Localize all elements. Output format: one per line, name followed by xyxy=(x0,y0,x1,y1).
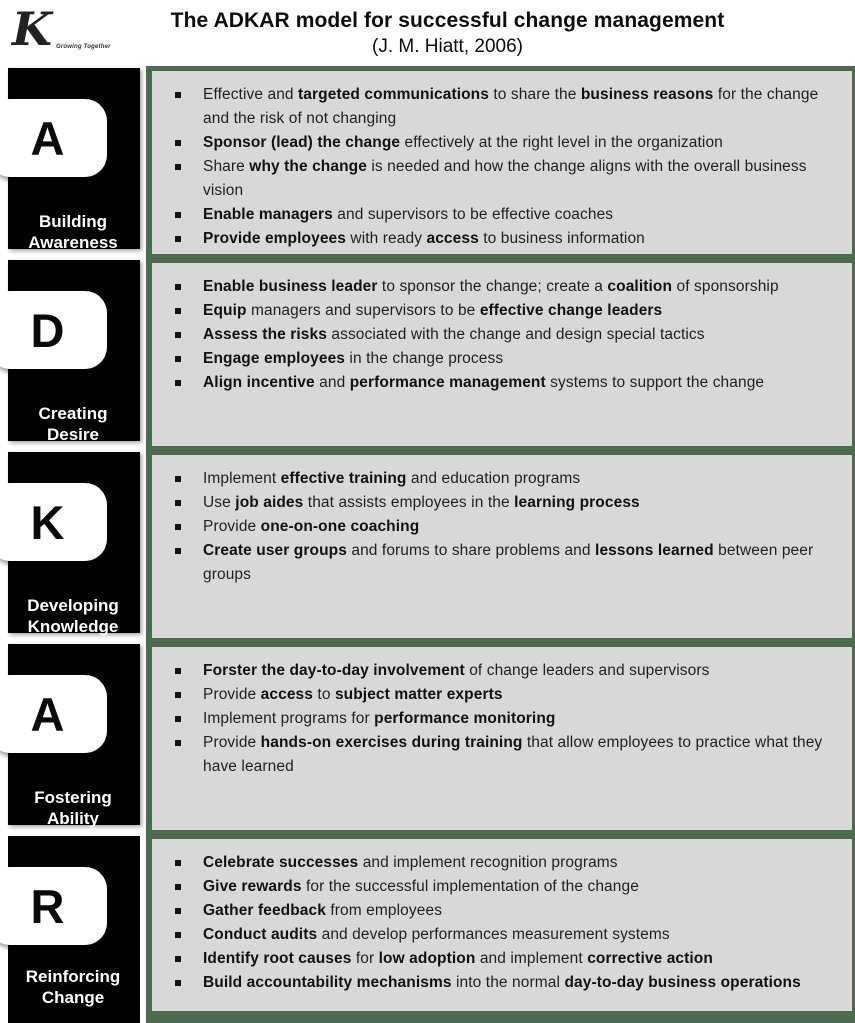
bullet-square-icon xyxy=(175,692,181,698)
adkar-row xyxy=(0,258,855,450)
bullet-item xyxy=(172,539,838,587)
bullet-square-icon xyxy=(175,500,181,506)
bullet-text: and supervisors to be effective coaches xyxy=(332,206,614,223)
bullet-item xyxy=(172,275,838,299)
bullet-text-bold: coalition xyxy=(607,278,673,295)
bullet-text-bold: subject matter experts xyxy=(334,686,503,703)
phase-label-line: Desire xyxy=(47,425,99,444)
header-titles xyxy=(100,0,855,58)
phase-content-box xyxy=(152,839,852,1011)
bullet-text: and implement xyxy=(475,950,588,967)
bullet-item xyxy=(172,515,838,539)
bullet-text-bold: Conduct audits xyxy=(203,926,318,943)
bullet-square-icon xyxy=(175,548,181,554)
bullet-text-bold: hands-on exercises during training xyxy=(260,734,523,751)
bullet-text-bold: Align incentive xyxy=(203,374,315,391)
bullet-text: and implement recognition programs xyxy=(358,854,618,871)
bullet-text-bold: effective training xyxy=(280,470,407,487)
phase-label-line: Developing xyxy=(27,596,119,615)
bullet-square-icon xyxy=(175,308,181,314)
phase-content-frame xyxy=(146,642,855,834)
bullet-text-bold: low adoption xyxy=(378,950,476,967)
bullet-text: to business information xyxy=(478,230,645,247)
phase-content-box xyxy=(152,647,852,830)
phase-block-column xyxy=(0,66,146,258)
bullet-text-bold: lessons learned xyxy=(595,542,714,559)
bullet-text: of sponsorship xyxy=(672,278,779,295)
phase-letter: R xyxy=(30,879,65,933)
bullet-text: to sponsor the change; create a xyxy=(377,278,608,295)
bullet-text: that allow employees to practice what they have learned xyxy=(203,734,823,775)
bullet-text-bold: Enable business leader xyxy=(203,278,378,295)
bullet-list xyxy=(172,467,838,587)
bullet-text: for xyxy=(351,950,379,967)
bullet-square-icon xyxy=(175,908,181,914)
phase-label-line: Ability xyxy=(47,809,99,828)
bullet-text: systems to support the change xyxy=(545,374,765,391)
bullet-text-bold: day-to-day business operations xyxy=(564,974,801,991)
bullet-item xyxy=(172,971,838,995)
bullet-item xyxy=(172,155,838,203)
bullet-text: for the successful implementation of the change xyxy=(301,878,639,895)
bullet-item xyxy=(172,347,838,371)
bullet-square-icon xyxy=(175,884,181,890)
bullet-text: effectively at the right level in the organization xyxy=(400,134,723,151)
bullet-item xyxy=(172,323,838,347)
bullet-text-bold: why the change xyxy=(249,158,367,175)
bullet-square-icon xyxy=(175,140,181,146)
bullet-item xyxy=(172,899,838,923)
phase-label-line: Building xyxy=(39,212,107,231)
bullet-item xyxy=(172,659,838,683)
bullet-text-bold: Provide employees xyxy=(203,230,346,247)
bullet-item xyxy=(172,923,838,947)
phase-content-frame xyxy=(146,66,855,258)
adkar-row xyxy=(0,642,855,834)
bullet-text: for the change and the risk of not changing xyxy=(203,86,819,127)
bullet-text-bold: Engage employees xyxy=(203,350,346,367)
bullet-item xyxy=(172,131,838,155)
bullet-square-icon xyxy=(175,92,181,98)
bullet-text: from employees xyxy=(325,902,443,919)
bullet-item xyxy=(172,371,838,395)
bullet-text: Share xyxy=(203,158,250,175)
bullet-square-icon xyxy=(175,716,181,722)
bullet-square-icon xyxy=(175,284,181,290)
bullet-text: Provide xyxy=(203,686,261,703)
bullet-square-icon xyxy=(175,980,181,986)
bullet-text: associated with the change and design special tactics xyxy=(326,326,705,343)
logo-tagline: Growing Together xyxy=(56,44,111,50)
bullet-text: Effective and xyxy=(203,86,299,103)
bullet-text-bold: performance management xyxy=(349,374,546,391)
phase-content-frame xyxy=(146,834,855,1023)
bullet-text: is needed and how the change aligns with the overall business vision xyxy=(203,158,807,199)
phase-label xyxy=(0,787,146,829)
phase-letter-card xyxy=(0,867,107,945)
bullet-item xyxy=(172,851,838,875)
bullet-text-bold: business reasons xyxy=(580,86,714,103)
bullet-square-icon xyxy=(175,524,181,530)
bullet-item xyxy=(172,707,838,731)
bullet-text-bold: access xyxy=(426,230,479,247)
bullet-square-icon xyxy=(175,380,181,386)
phase-letter-card xyxy=(0,675,107,753)
bullet-text: Use xyxy=(203,494,236,511)
bullet-item xyxy=(172,467,838,491)
phase-content-box xyxy=(152,263,852,446)
bullet-text-bold: corrective action xyxy=(587,950,713,967)
adkar-row xyxy=(0,66,855,258)
bullet-text: and develop performances measurement systems xyxy=(317,926,670,943)
bullet-text: Implement xyxy=(203,470,281,487)
bullet-text: with ready xyxy=(346,230,427,247)
bullet-square-icon xyxy=(175,740,181,746)
bullet-item xyxy=(172,947,838,971)
bullet-text-bold: Gather feedback xyxy=(203,902,326,919)
bullet-text-bold: performance monitoring xyxy=(374,710,556,727)
phase-label-line: Change xyxy=(41,988,105,1007)
phase-label-line: Knowledge xyxy=(27,617,119,636)
bullet-text-bold: Enable managers xyxy=(203,206,333,223)
phase-label-line: Fostering xyxy=(34,788,112,807)
bullet-square-icon xyxy=(175,476,181,482)
bullet-item xyxy=(172,875,838,899)
bullet-text: and education programs xyxy=(406,470,581,487)
phase-block-column xyxy=(0,834,146,1023)
phase-block-column xyxy=(0,642,146,834)
bullet-text-bold: Equip xyxy=(203,302,247,319)
phase-label-line: Reinforcing xyxy=(25,967,121,986)
bullet-text: Provide xyxy=(203,518,261,535)
phase-letter-card xyxy=(0,99,107,177)
phase-content-box xyxy=(152,455,852,638)
bullet-item xyxy=(172,683,838,707)
bullet-text-bold: Create user groups xyxy=(203,542,347,559)
bullet-item xyxy=(172,299,838,323)
bullet-text: of change leaders and supervisors xyxy=(464,662,710,679)
bullet-text-bold: targeted communications xyxy=(298,86,489,103)
bullet-text: Implement programs for xyxy=(203,710,375,727)
phase-letter-card xyxy=(0,483,107,561)
bullet-square-icon xyxy=(175,212,181,218)
logo-k-icon: K xyxy=(12,2,52,56)
phase-letter: A xyxy=(30,111,65,165)
phase-letter-card xyxy=(0,291,107,369)
bullet-text-bold: access xyxy=(260,686,313,703)
bullet-text: into the normal xyxy=(451,974,565,991)
bullet-list xyxy=(172,275,838,395)
bullet-text-bold: job aides xyxy=(235,494,304,511)
bullet-text-bold: effective change leaders xyxy=(479,302,663,319)
bullet-text-bold: one-on-one coaching xyxy=(260,518,420,535)
bullet-text-bold: Sponsor (lead) the change xyxy=(203,134,401,151)
company-logo xyxy=(0,0,111,56)
bullet-text-bold: Celebrate successes xyxy=(203,854,359,871)
bullet-text: in the change process xyxy=(345,350,504,367)
bullet-item xyxy=(172,731,838,779)
page-title: The ADKAR model for successful change management xyxy=(170,9,725,32)
phase-content-frame xyxy=(146,450,855,642)
bullet-item xyxy=(172,227,838,251)
phase-label xyxy=(0,403,146,445)
bullet-text-bold: Give rewards xyxy=(203,878,302,895)
phase-block-column xyxy=(0,258,146,450)
bullet-item xyxy=(172,491,838,515)
bullet-item xyxy=(172,83,838,131)
bullet-square-icon xyxy=(175,668,181,674)
bullet-text: to xyxy=(313,686,335,703)
bullet-square-icon xyxy=(175,860,181,866)
adkar-row xyxy=(0,450,855,642)
bullet-text: that assists employees in the xyxy=(303,494,515,511)
phase-content-frame xyxy=(146,258,855,450)
bullet-text: and xyxy=(314,374,350,391)
bullet-text: between peer groups xyxy=(203,542,814,583)
bullet-item xyxy=(172,203,838,227)
bullet-text-bold: Build accountability mechanisms xyxy=(203,974,452,991)
bullet-square-icon xyxy=(175,932,181,938)
phase-label xyxy=(0,211,146,253)
phase-label-line: Creating xyxy=(38,404,108,423)
bullet-text: managers and supervisors to be xyxy=(246,302,480,319)
phase-label xyxy=(0,595,146,637)
bullet-text: Provide xyxy=(203,734,261,751)
phase-label xyxy=(0,966,146,1008)
phase-block-column xyxy=(0,450,146,642)
bullet-text: to share the xyxy=(488,86,581,103)
bullet-list xyxy=(172,659,838,779)
header xyxy=(0,0,855,66)
bullet-text-bold: Identify root causes xyxy=(203,950,352,967)
phase-letter: D xyxy=(30,303,65,357)
bullet-list xyxy=(172,851,838,995)
bullet-list xyxy=(172,83,838,251)
phase-letter: A xyxy=(30,687,65,741)
bullet-text: and forums to share problems and xyxy=(346,542,596,559)
bullet-text-bold: learning process xyxy=(514,494,640,511)
bullet-square-icon xyxy=(175,332,181,338)
bullet-square-icon xyxy=(175,164,181,170)
page-subtitle: (J. M. Hiatt, 2006) xyxy=(372,36,523,57)
bullet-square-icon xyxy=(175,356,181,362)
bullet-text-bold: Forster the day-to-day involvement xyxy=(203,662,465,679)
bullet-square-icon xyxy=(175,236,181,242)
phase-content-box xyxy=(152,71,852,254)
phase-letter: K xyxy=(30,495,65,549)
bullet-text-bold: Assess the risks xyxy=(203,326,327,343)
phase-label-line: Awareness xyxy=(28,233,118,252)
bullet-square-icon xyxy=(175,956,181,962)
adkar-rows xyxy=(0,66,855,1023)
adkar-row xyxy=(0,834,855,1023)
